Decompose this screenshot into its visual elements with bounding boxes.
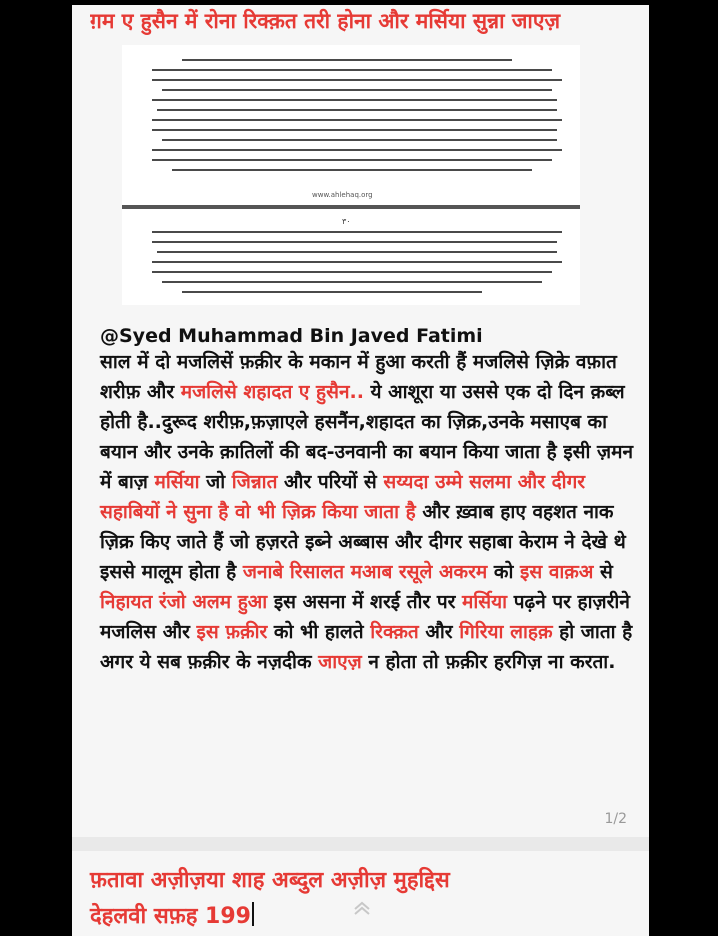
reference-line-2: देहलवी सफ़ह 199 [90, 899, 610, 935]
text-cursor [252, 902, 254, 926]
reply-text-field[interactable] [90, 863, 610, 935]
body-text: से [593, 561, 613, 583]
body-text: जो [199, 471, 232, 493]
post-body [100, 347, 648, 677]
highlighted-text: मर्सिया [462, 591, 508, 613]
highlighted-text: गिरिया लाहक़ [459, 621, 553, 643]
scanned-page-bottom [122, 209, 580, 305]
body-text: को [487, 561, 521, 583]
body-text: और परियों से [277, 471, 384, 493]
author-handle[interactable]: @Syed Muhammad Bin Javed Fatimi [100, 325, 483, 347]
scanned-page-top [122, 45, 580, 205]
highlighted-text: इस वाक़अ [520, 561, 594, 583]
page-indicator: 1/2 [604, 811, 627, 827]
highlighted-text: जनाबे रिसालत मआब रसूले अकरम [242, 561, 488, 583]
highlighted-text: निहायत रंजो अलम हुआ [100, 591, 268, 613]
reference-line-1: फ़तावा अज़ीज़या शाह अब्दुल अज़ीज़ मुहद्दिस [90, 868, 450, 893]
body-text: और ख़्वाब हाए वहशत नाक ज़िक्र किए जाते हैं जो हज़रते इब्ने अब्बास और दीगर सहाबा केराम ने देखे थे इससे मालूम होता है [100, 501, 626, 583]
body-text: साल में दो मजलिसें फ़क़ीर के मकान में हुआ करती हैं मजलिसे ज़िक्रे वफ़ात शरीफ़ और [100, 351, 617, 403]
highlighted-text: मजलिसे शहादत ए हुसैन.. [180, 381, 364, 403]
body-text: हो जाता है अगर ये सब फ़क़ीर के नज़दीक [100, 621, 633, 673]
section-divider [72, 837, 649, 851]
body-text: को भी हालते [267, 621, 371, 643]
highlighted-text: जाएज़ [318, 651, 362, 673]
highlighted-text: इस फ़क़ीर [196, 621, 268, 643]
highlighted-text: रिक्क़त [370, 621, 419, 643]
body-text: इस असना में शरई तौर पर [267, 591, 463, 613]
body-text: और [418, 621, 460, 643]
chevron-double-up-icon[interactable] [352, 900, 372, 921]
body-text: न होता तो फ़क़ीर हरगिज़ ना करता. [361, 651, 616, 673]
highlighted-text: जिन्नात [231, 471, 278, 493]
body-text: ये आशूरा या उससे एक दो दिन क़ब्ल होती है..दुरूद शरीफ़,फ़ज़ाएले हसनैंन,शहादत का ज़िक्र,उनके मसाएब का बयान और उनके क़ातिलों की बद-उनवानी का बयान किया जाता है इसी ज़मन में बाज़ [100, 381, 634, 493]
scan-watermark: www.ahlehaq.org [312, 191, 373, 199]
highlighted-text: मर्सिया [154, 471, 200, 493]
highlighted-text: सय्यदा उम्मे सलमा और दीगर सहाबियों ने सुना है वो भी ज़िक्र किया जाता है [100, 471, 586, 523]
body-text: पढ़ने पर हाज़रीने मजलिस और [100, 591, 630, 643]
post-card [72, 5, 649, 936]
post-title: ग़म ए हुसैन में रोना रिक्क़त तरी होना और मर्सिया सुन्ना जाएज़ [90, 9, 561, 33]
scan-page-number: ۳۰ [342, 217, 351, 226]
